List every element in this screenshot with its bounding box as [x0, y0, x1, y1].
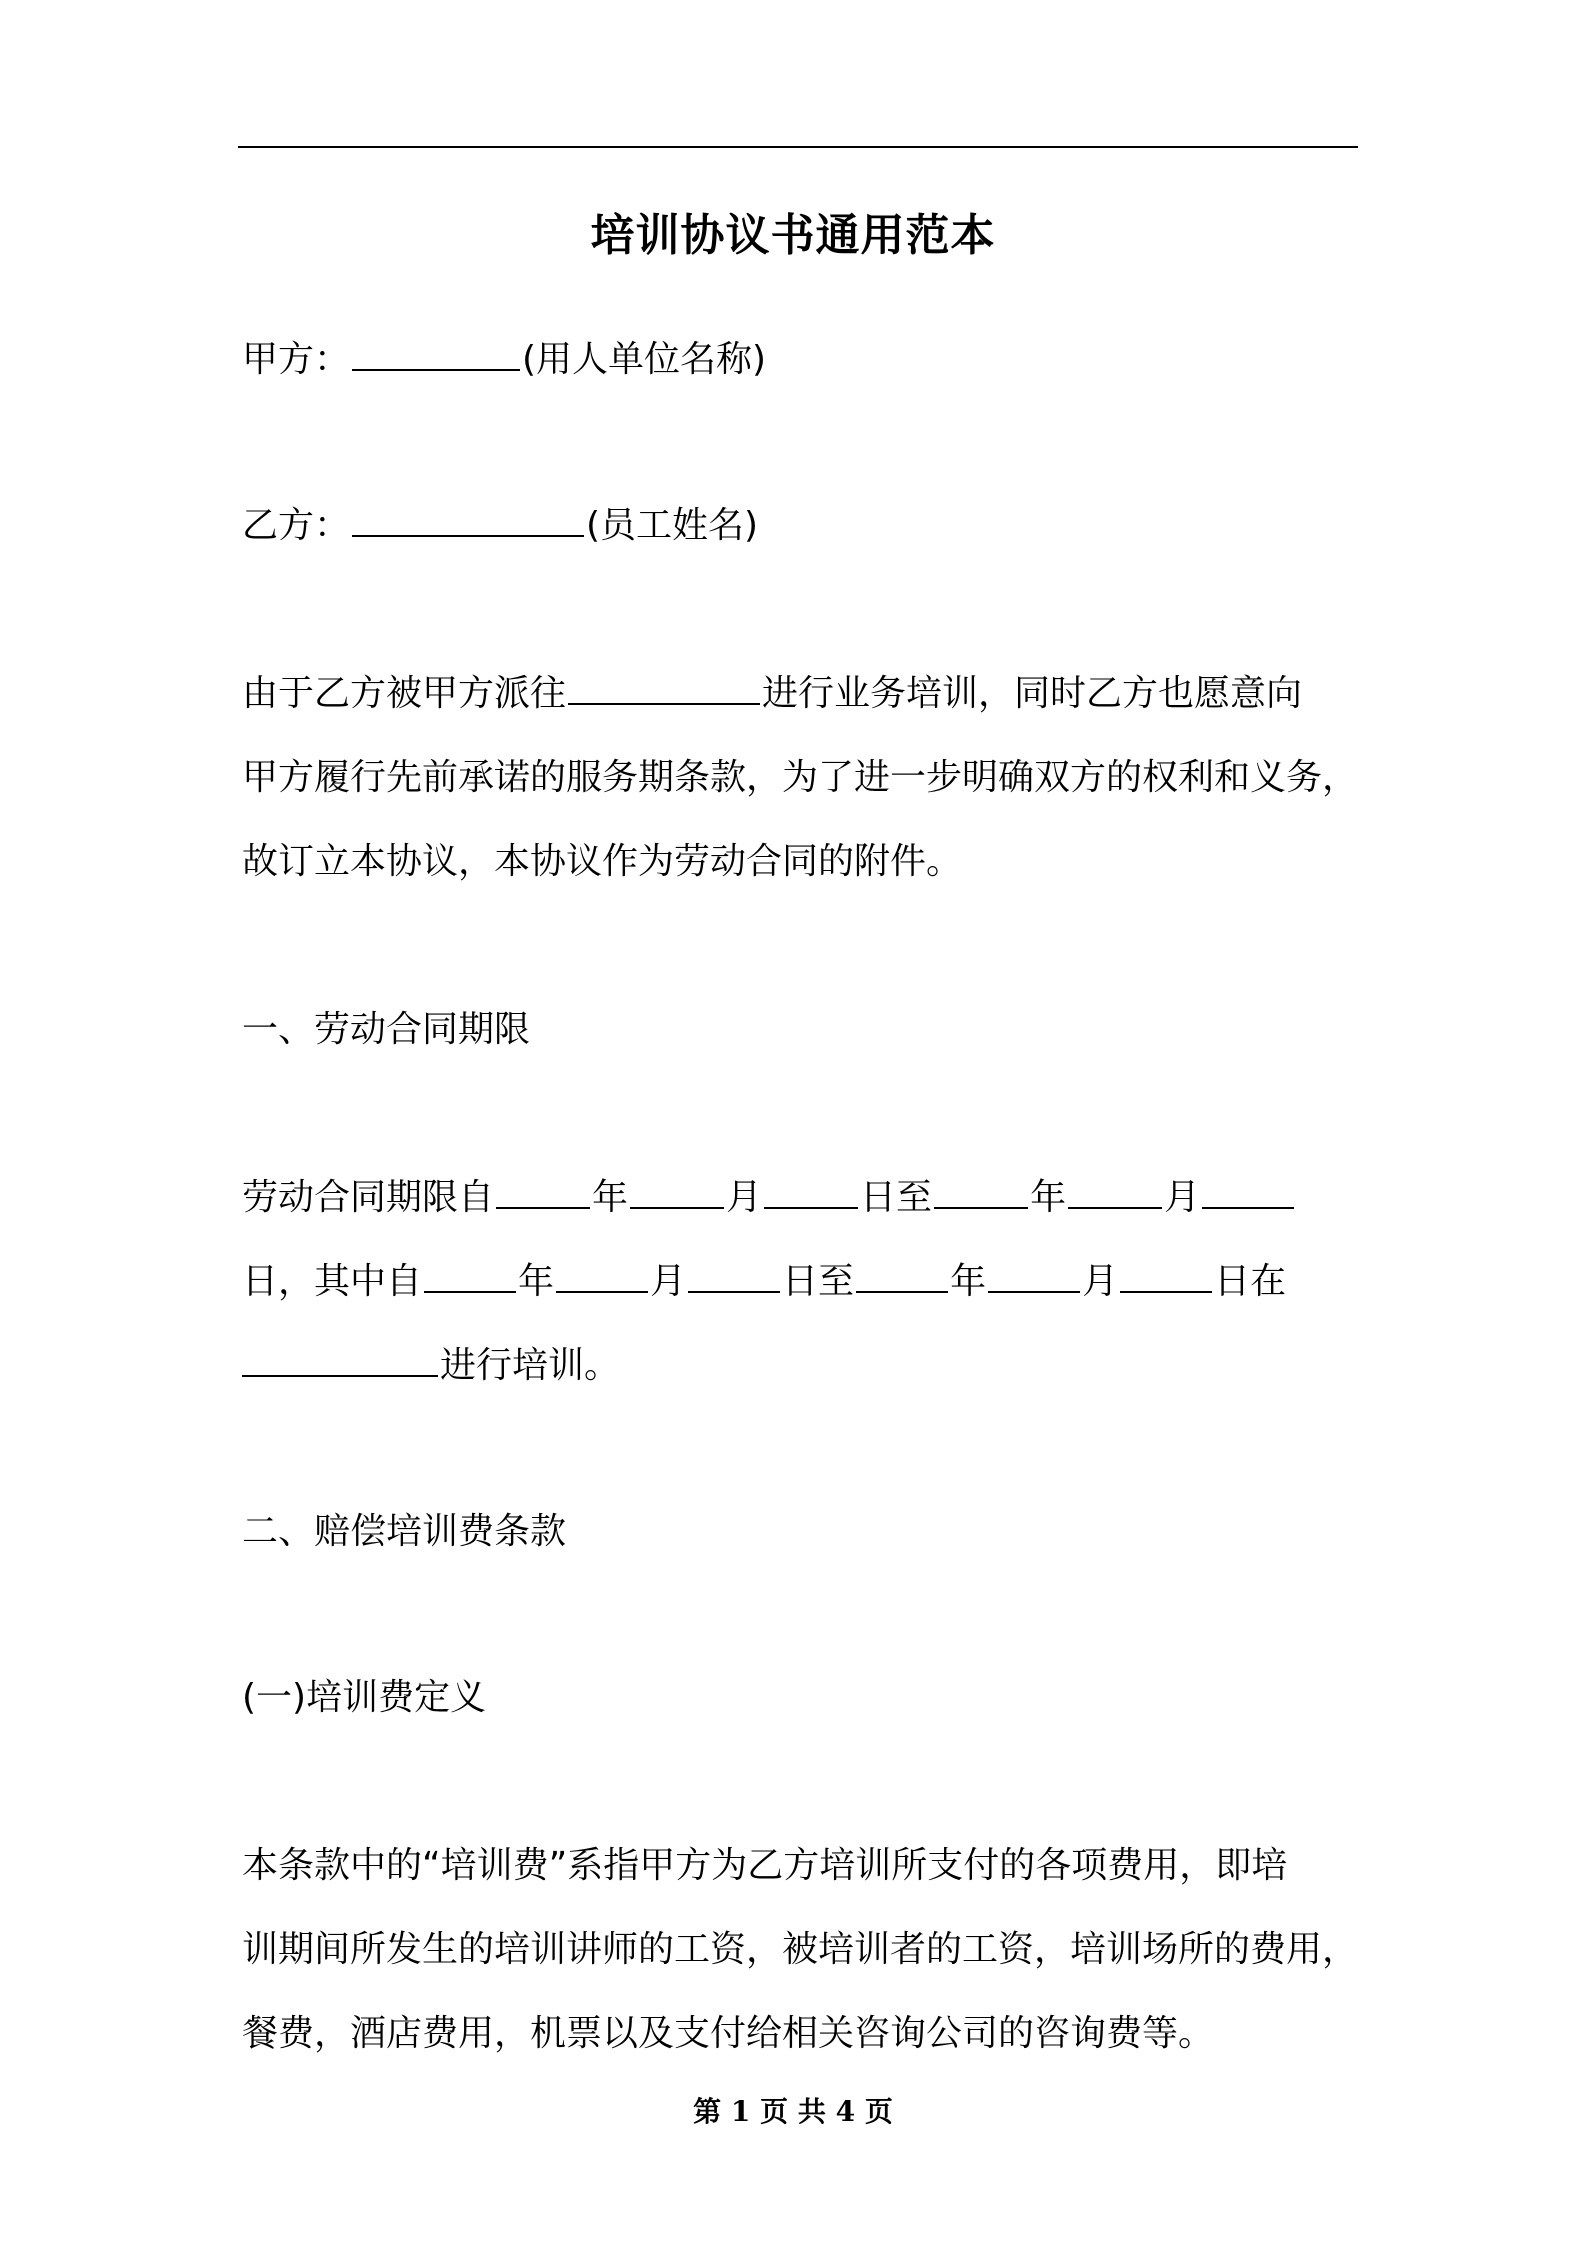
year-label: 年: [592, 1177, 629, 1218]
party-a-blank: [352, 335, 520, 371]
date-blank: [556, 1257, 648, 1293]
date-blank: [688, 1257, 780, 1293]
term-text: 进行培训。: [440, 1345, 621, 1386]
party-a-note: (用人单位名称): [522, 339, 767, 380]
date-blank: [1202, 1173, 1294, 1209]
date-blank: [856, 1257, 948, 1293]
day-to-label: 日至: [782, 1261, 855, 1302]
definition-line-2: 训期间所发生的培训讲师的工资，被培训者的工资，培训场所的费用，: [242, 1929, 1359, 1970]
intro-text: 进行业务培训，同时乙方也愿意向: [762, 673, 1303, 714]
subsection-1-heading: (一)培训费定义: [242, 1677, 487, 1718]
date-blank: [988, 1257, 1080, 1293]
date-blank: [764, 1173, 858, 1209]
day-at-label: 日在: [1214, 1261, 1287, 1302]
intro-line-2: 甲方履行先前承诺的服务期条款，为了进一步明确双方的权利和义务，: [242, 757, 1359, 798]
definition-line-3: 餐费，酒店费用，机票以及支付给相关咨询公司的咨询费等。: [242, 2013, 1215, 2054]
year-label: 年: [950, 1261, 987, 1302]
header-rule: [238, 146, 1358, 148]
term-line-1: [242, 1172, 1296, 1224]
party-b-label: 乙方：: [242, 505, 351, 546]
party-a-line: [242, 334, 766, 386]
page-number: 第 1 页 共 4 页: [693, 2095, 893, 2128]
party-b-note: (员工姓名): [586, 505, 759, 546]
intro-line-1: [242, 668, 1302, 720]
date-blank: [1120, 1257, 1212, 1293]
intro-line-3: 故订立本协议，本协议作为劳动合同的附件。: [242, 841, 963, 882]
document-title: 培训协议书通用范本: [590, 210, 996, 261]
year-label: 年: [518, 1261, 555, 1302]
month-label: 月: [726, 1177, 763, 1218]
destination-blank: [568, 669, 760, 705]
section-1-heading: 一、劳动合同期限: [242, 1009, 531, 1050]
definition-line-1: 本条款中的“培训费”系指甲方为乙方培训所支付的各项费用，即培: [242, 1845, 1288, 1886]
term-text: 日，其中自: [242, 1261, 423, 1302]
year-label: 年: [1030, 1177, 1067, 1218]
party-b-blank: [352, 501, 584, 537]
month-label: 月: [1082, 1261, 1119, 1302]
party-b-line: [242, 500, 758, 552]
date-blank: [1068, 1173, 1162, 1209]
date-blank: [424, 1257, 516, 1293]
term-text: 劳动合同期限自: [242, 1177, 495, 1218]
intro-text: 由于乙方被甲方派往: [242, 673, 567, 714]
section-2-heading: 二、赔偿培训费条款: [242, 1511, 567, 1552]
date-blank: [934, 1173, 1028, 1209]
term-line-2: [242, 1256, 1286, 1308]
month-label: 月: [1164, 1177, 1201, 1218]
day-to-label: 日至: [860, 1177, 933, 1218]
term-line-3: [242, 1340, 620, 1392]
location-blank: [242, 1341, 438, 1377]
party-a-label: 甲方：: [242, 339, 351, 380]
month-label: 月: [650, 1261, 687, 1302]
date-blank: [630, 1173, 724, 1209]
date-blank: [496, 1173, 590, 1209]
